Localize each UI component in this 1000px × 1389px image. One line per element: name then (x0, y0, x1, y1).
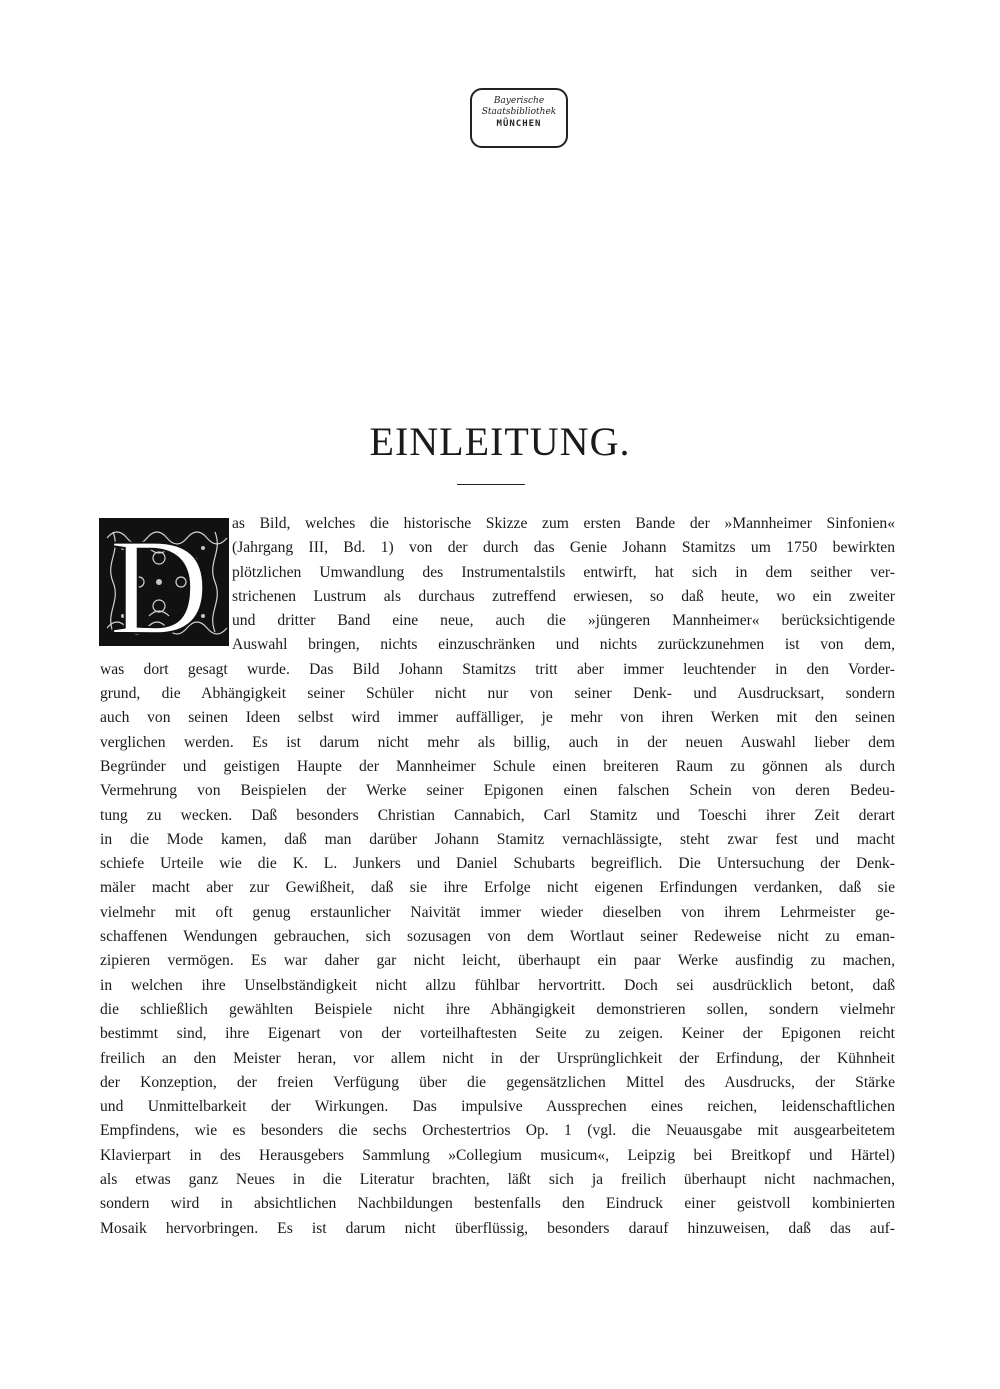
stamp-line-3: MÜNCHEN (496, 119, 542, 129)
stamp-line-2: Staatsbibliothek (481, 107, 557, 117)
text-line: in welchen ihre Unselbständigkeit nicht allzu fühlbar hervortritt. Doch sei ausdrücklich betont, daß (100, 976, 895, 994)
text-line: freilich an den Meister heran, vor allem nicht in der Ursprünglichkeit der Erfindung, der Kühnheit (100, 1049, 895, 1067)
text-line: was dort gesagt wurde. Das Bild Johann Stamitzs tritt aber immer leuchtender in den Vorder- (100, 660, 895, 678)
text-line: verglichen werden. Es ist darum nicht mehr als billig, auch in der neuen Auswahl lieber dem (100, 733, 895, 751)
text-line: Klavierpart in des Herausgebers Sammlung »Collegium musicum«, Leipzig bei Breitkopf und Härtel) (100, 1146, 895, 1164)
stamp-line-1: Bayerische (493, 96, 545, 106)
text-line: strichenen Lustrum als durchaus zutreffend erwiesen, so daß heute, wo ein zweiter (232, 587, 895, 605)
dropcap-letter: D (109, 518, 209, 646)
text-line: mäler macht aber zur Gewißheit, daß sie ihre Erfolge nicht eigenen Erfindungen verdanken, daß sie (100, 879, 895, 897)
text-line: grund, die Abhängigkeit seiner Schüler nicht nur von seiner Denk- und Ausdrucksart, sondern (100, 685, 895, 703)
introduction-text (100, 512, 895, 1241)
text-line: die schließlich gewählten Beispiele nicht ihre Abhängigkeit demonstrieren sollen, sondern vielmehr (100, 1000, 895, 1018)
text-line: Auswahl bringen, nichts einzuschränken und nichts zurückzunehmen ist von dem, (232, 636, 895, 654)
text-line: sondern wird in absichtlichen Nachbildungen bestenfalls den Eindruck einer geistvoll kombinierten (100, 1195, 895, 1213)
text-line: schaffenen Wendungen gebrauchen, sich sozusagen von dem Wortlaut seiner Redeweise nicht zu eman- (100, 928, 895, 946)
text-line: Vermehrung von Beispielen der Werke seiner Epigonen einen falschen Schein von deren Bedeu- (100, 782, 895, 800)
text-line: auch von seinen Ideen selbst wird immer auffälliger, je mehr von ihren Werken mit den seinen (100, 709, 895, 727)
page-title: EINLEITUNG. (369, 419, 631, 464)
text-line: Empfindens, wie es besonders die sechs Orchestertrios Op. 1 (vgl. die Neuausgabe mit ausgearbeitetem (100, 1122, 895, 1140)
text-line: (Jahrgang III, Bd. 1) von der durch das Genie Johann Stamitzs um 1750 bewirkten (232, 539, 895, 557)
text-line: als etwas ganz Neues in die Literatur brachten, läßt sich ja freilich überhaupt nicht nachmachen, (100, 1171, 895, 1189)
text-line: in die Mode kamen, daß man darüber Johann Stamitz vernachlässigte, steht zwar fest und macht (100, 830, 895, 848)
text-line: zipieren vermögen. Es war daher gar nicht leicht, überhaupt ein paar Werke ausfindig zu machen, (100, 952, 895, 970)
text-line: as Bild, welches die historische Skizze zum ersten Bande der »Mannheimer Sinfonien« (232, 515, 895, 532)
text-line: bestimmt sind, ihre Eigenart von der vorteilhaftesten Seite zu zeigen. Keiner der Epigonen reicht (100, 1025, 895, 1043)
text-line: Mosaik hervorbringen. Es ist darum nicht überflüssig, besonders darauf hinzuweisen, daß das auf- (100, 1219, 895, 1237)
text-line: und Unmittelbarkeit der Wirkungen. Das impulsive Aussprechen eines reichen, leidenschaftlichen (100, 1098, 895, 1116)
text-line: schiefe Urteile wie die K. L. Junkers und Daniel Schubarts begreiflich. Die Untersuchung der Denk- (100, 855, 895, 873)
text-line: und dritter Band eine neue, auch die »jüngeren Mannheimer« berücksichtigende (232, 612, 895, 630)
text-line: tung zu wecken. Daß besonders Christian Cannabich, Carl Stamitz und Toeschi ihrer Zeit derart (100, 806, 895, 824)
text-line: plötzlichen Umwandlung des Instrumentalstils entwirft, hat sich in dem seither ver- (232, 563, 895, 581)
text-line: Begründer und geistigen Haupte der Mannheimer Schule einen breiteren Raum zu gönnen als durch (100, 757, 895, 775)
text-line: vielmehr mit oft genug erstaunlicher Naivität immer wieder dieselben von ihrem Lehrmeister ge- (100, 903, 895, 921)
text-line: der Konzeption, der freien Verfügung über die gegensätzlichen Mittel des Ausdrucks, der Stärke (100, 1073, 895, 1091)
library-stamp (470, 88, 568, 148)
title-rule (457, 484, 525, 485)
